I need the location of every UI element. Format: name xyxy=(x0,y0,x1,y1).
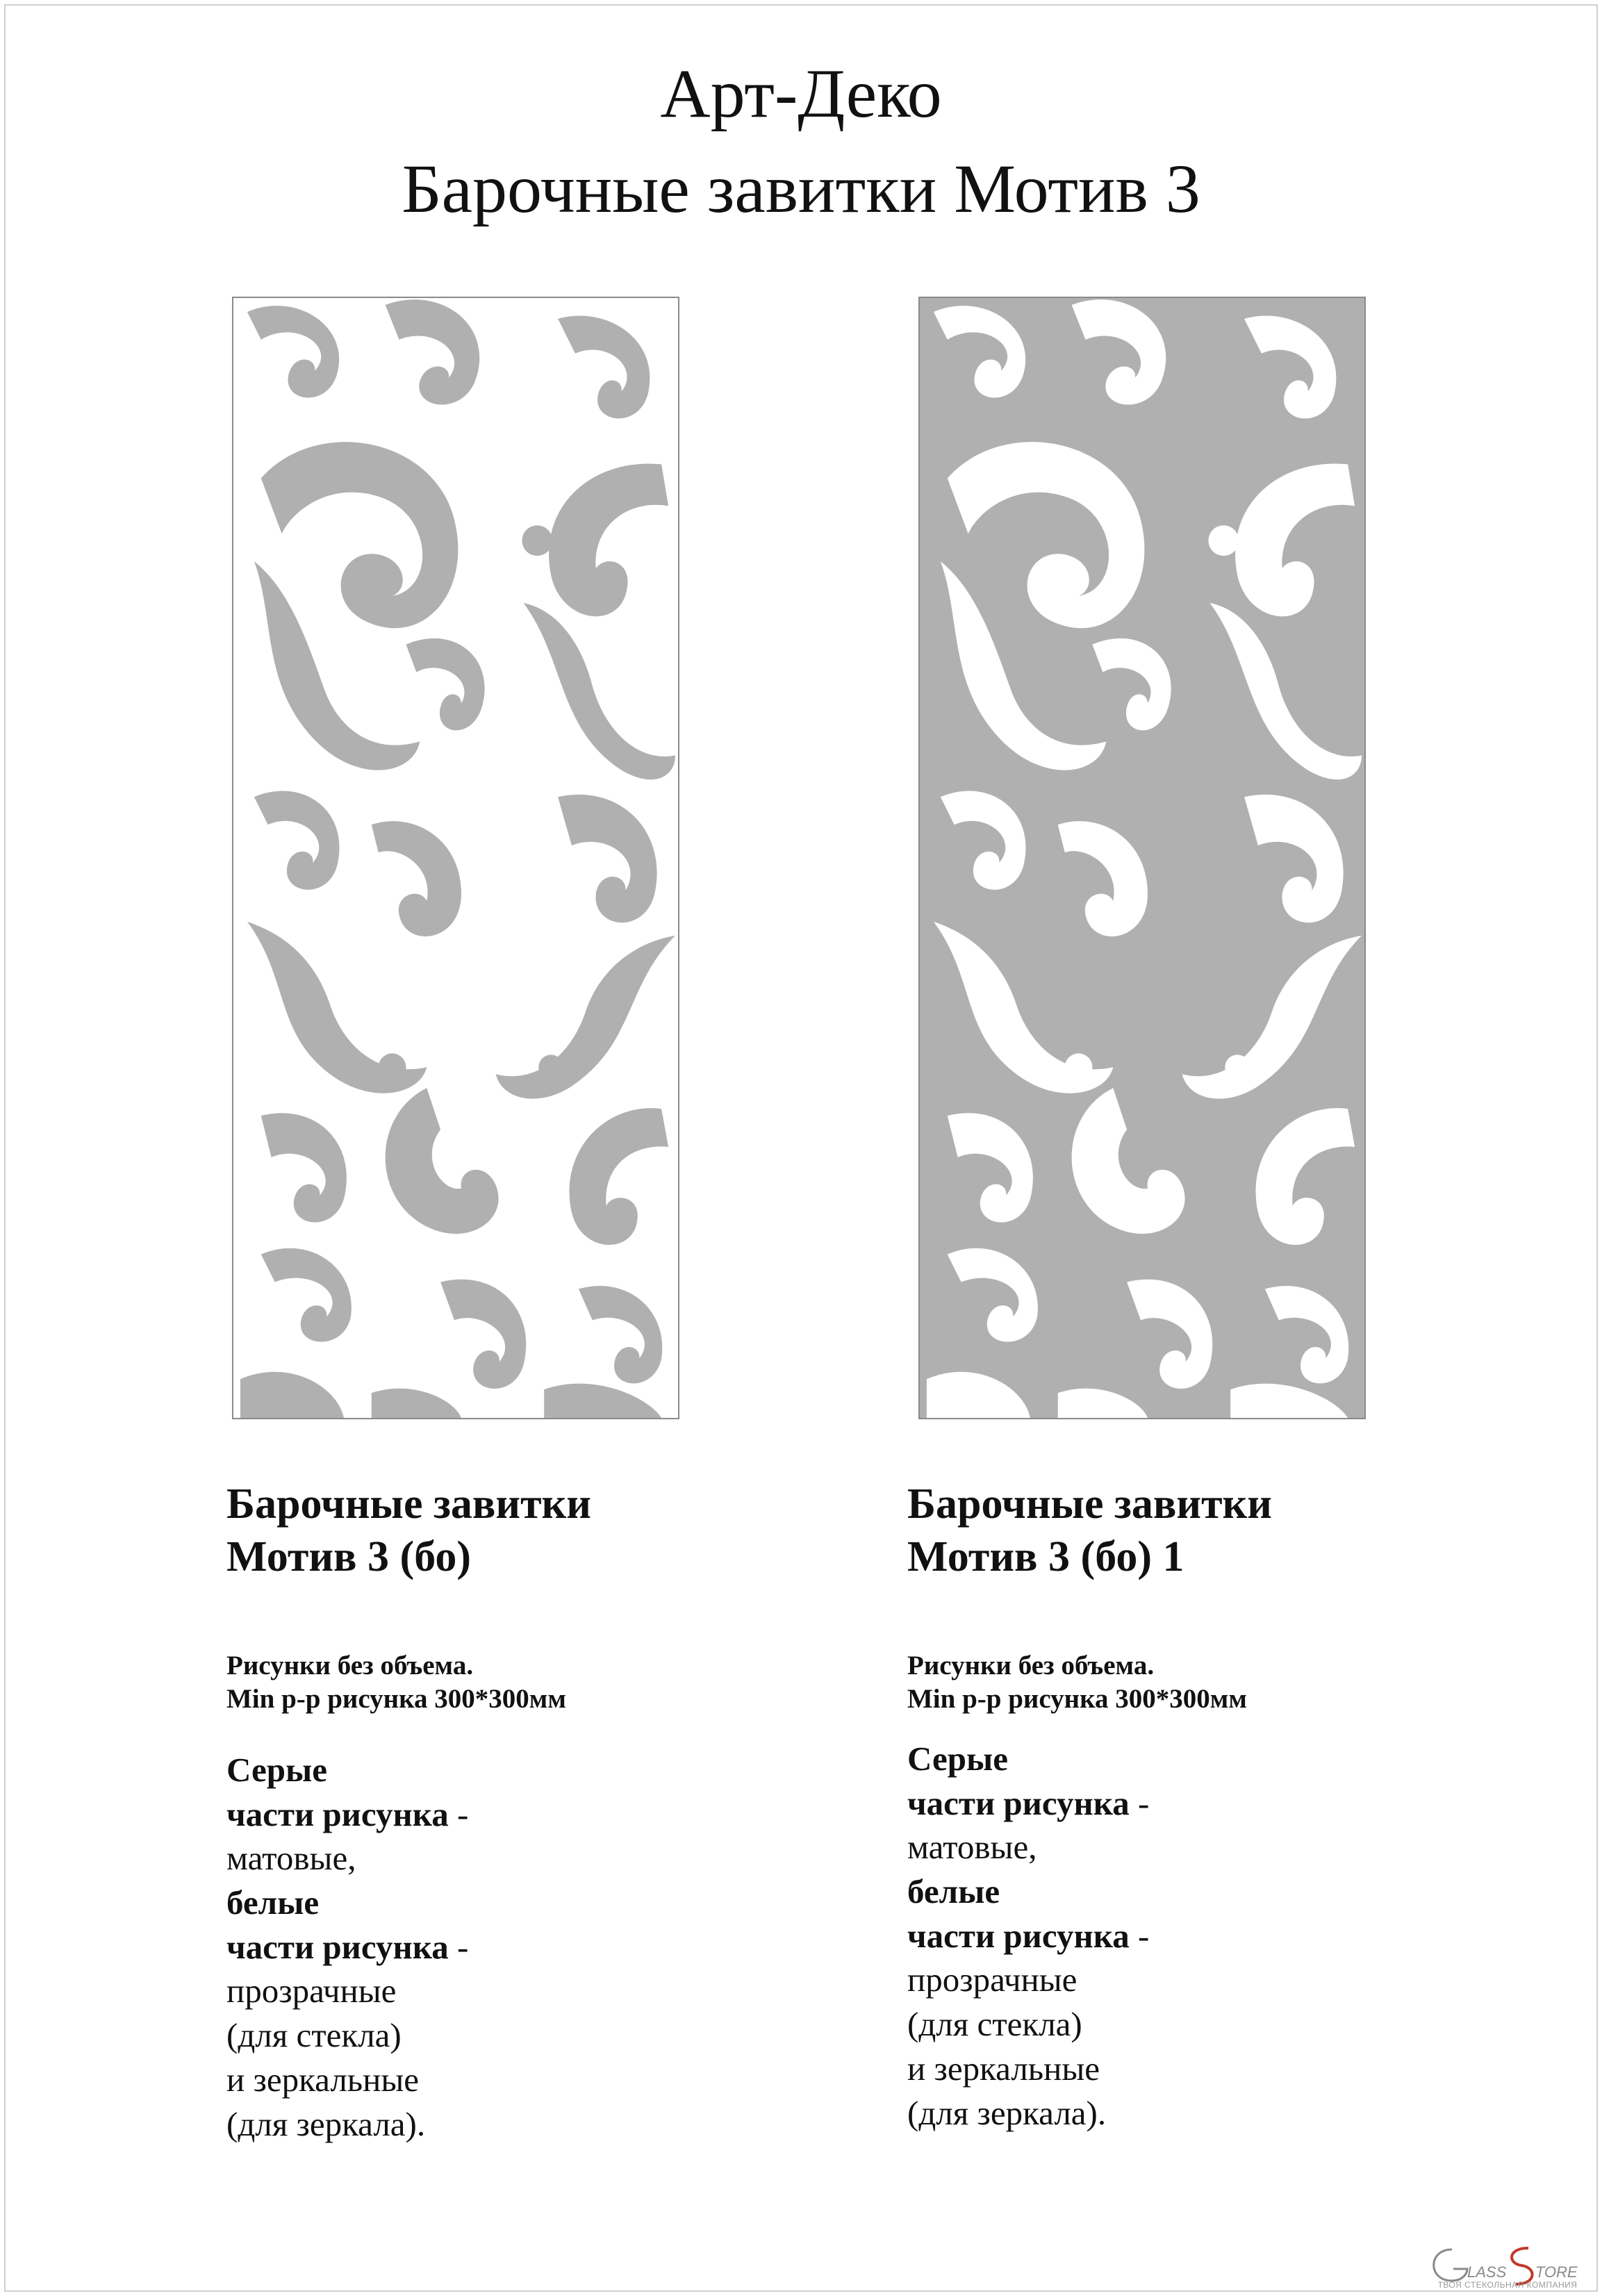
variant-name-line1: Барочные завитки xyxy=(907,1480,1273,1528)
variant-note xyxy=(226,1649,782,1715)
legend-line: (для стекла) xyxy=(907,2005,1082,2044)
legend-line: (для зеркала). xyxy=(226,2104,426,2143)
legend-line: и зеркальные xyxy=(226,2060,420,2099)
legend-dash: - xyxy=(1129,1916,1150,1955)
legend-line: матовые, xyxy=(907,1828,1037,1867)
legend-dash: - xyxy=(1129,1783,1150,1822)
legend-line: матовые, xyxy=(226,1839,356,1878)
variant-caption xyxy=(226,1478,782,1583)
svg-text:TORE: TORE xyxy=(1535,2263,1578,2281)
page-subtitle: Барочные завитки Мотив 3 xyxy=(402,150,1200,227)
legend-line: части рисунка xyxy=(226,1927,449,1966)
legend-line: белые xyxy=(907,1872,1000,1911)
legend-line: белые xyxy=(226,1883,320,1922)
variant-note xyxy=(907,1649,1463,1715)
legend-line: и зеркальные xyxy=(907,2049,1100,2088)
legend-dash: - xyxy=(448,1794,469,1833)
note-line2: Min р-р рисунка 300*300мм xyxy=(907,1683,1247,1714)
legend-line: Серые xyxy=(226,1751,327,1789)
pattern-preview-light xyxy=(232,297,679,1419)
page-title: Арт-Деко xyxy=(660,55,942,132)
pattern-preview-dark xyxy=(918,297,1366,1419)
variant-name-line2: Мотив 3 (бо) 1 xyxy=(907,1533,1184,1580)
legend-line: (для зеркала). xyxy=(907,2093,1107,2132)
legend-line: Серые xyxy=(907,1740,1008,1778)
note-line1: Рисунки без объема. xyxy=(907,1651,1155,1680)
variant-name-line2: Мотив 3 (бо) xyxy=(226,1533,472,1580)
legend-text xyxy=(226,1748,782,2146)
legend-line: прозрачные xyxy=(226,1972,397,2010)
brand-tagline: ТВОЯ СТЕКОЛЬНАЯ КОМПАНИЯ xyxy=(1437,2280,1578,2290)
legend-line: части рисунка xyxy=(907,1783,1130,1822)
note-line1: Рисунки без объема. xyxy=(226,1651,474,1680)
legend-line: части рисунка xyxy=(226,1794,449,1833)
legend-dash: - xyxy=(448,1927,469,1966)
svg-text:LASS: LASS xyxy=(1467,2263,1507,2281)
legend-line: (для стекла) xyxy=(226,2016,402,2055)
variant-name-line1: Барочные завитки xyxy=(226,1480,592,1528)
note-line2: Min р-р рисунка 300*300мм xyxy=(226,1683,566,1714)
legend-line: части рисунка xyxy=(907,1916,1130,1955)
legend-line: прозрачные xyxy=(907,1960,1077,1999)
legend-text xyxy=(907,1737,1463,2135)
variant-caption xyxy=(907,1478,1463,1583)
